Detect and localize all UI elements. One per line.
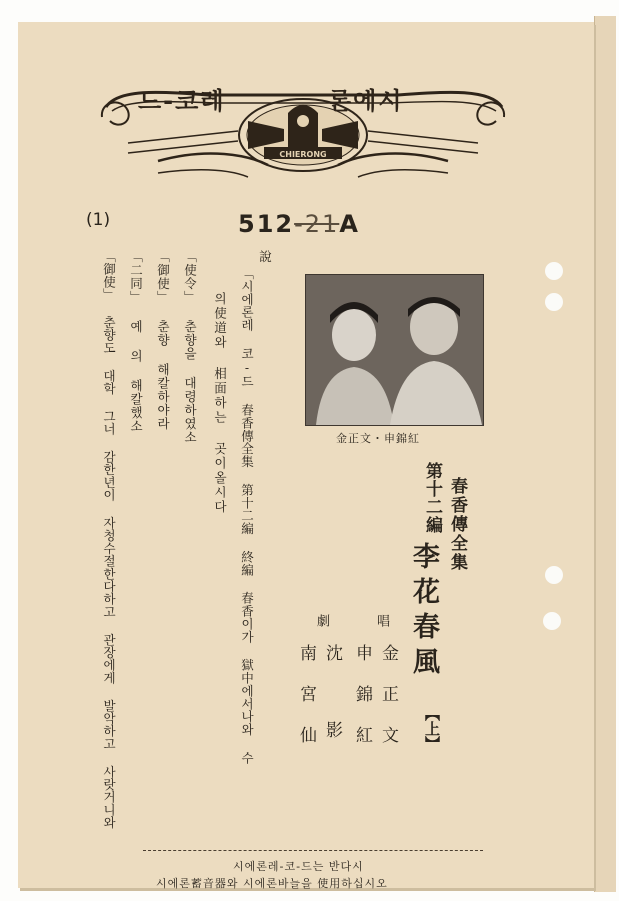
next-page-edge: [594, 16, 616, 892]
volume-mark: 【上】: [423, 706, 441, 751]
actor-1: 沈影: [322, 644, 342, 798]
binder-hole: [545, 566, 563, 584]
record-number: [238, 210, 360, 238]
footer-line-2: 시에론蓄音器와 시에론바늘을 使用하십시오: [156, 877, 388, 890]
footer-divider: [143, 850, 483, 851]
portrait-image: [306, 275, 483, 425]
song-title: 李花春風: [408, 542, 439, 682]
photo-caption: 金正文・申錦紅: [336, 432, 420, 445]
body-column: 「御使」 춘향도 대학 그너 감한년이 자청수절한다하고 관장에게 발악하고 사랏거니와: [101, 250, 117, 829]
emblem-text: CHIERONG: [279, 150, 327, 159]
brand-text-left: 드-코레: [138, 87, 226, 115]
record-number-main: 512: [238, 210, 295, 238]
singer-1: 金正文: [378, 644, 398, 767]
label-header: [98, 77, 508, 187]
narration-label: 說: [257, 250, 273, 264]
part-title: 第十二編: [422, 462, 442, 534]
lyric-sheet-page: [18, 22, 594, 888]
binder-hole: [543, 612, 561, 630]
role-drama: 劇: [314, 614, 329, 627]
binder-hole: [545, 262, 563, 280]
body-column: 의使道와 相面하는 곳이올시다: [212, 292, 228, 515]
body-column: 「시에론레 코-드 春香傳全集 第十二編 終編 春香이가 獄中에서나와 수: [239, 267, 255, 765]
series-title: 春香傳全集: [447, 477, 467, 572]
singer-2: 申錦紅: [352, 644, 372, 767]
singers-photo: [305, 274, 484, 426]
footer-line-1: 시에론레-코-드는 반다시: [233, 860, 364, 873]
actor-2: 南宮仙: [296, 644, 316, 767]
brand-text-right: 론에시: [328, 87, 404, 115]
record-number-suffix: A: [339, 210, 360, 238]
binder-hole: [545, 293, 563, 311]
body-column: 「二同」 예 의 해칼했소: [128, 250, 144, 433]
role-sing: 唱: [374, 614, 389, 627]
record-number-struck: -21: [294, 210, 340, 238]
body-column: 「御使」 춘향 해칼하야라: [155, 250, 171, 431]
body-column: 「使令」 춘향을 대령하였소: [182, 250, 198, 444]
page-number: (1): [86, 210, 111, 230]
